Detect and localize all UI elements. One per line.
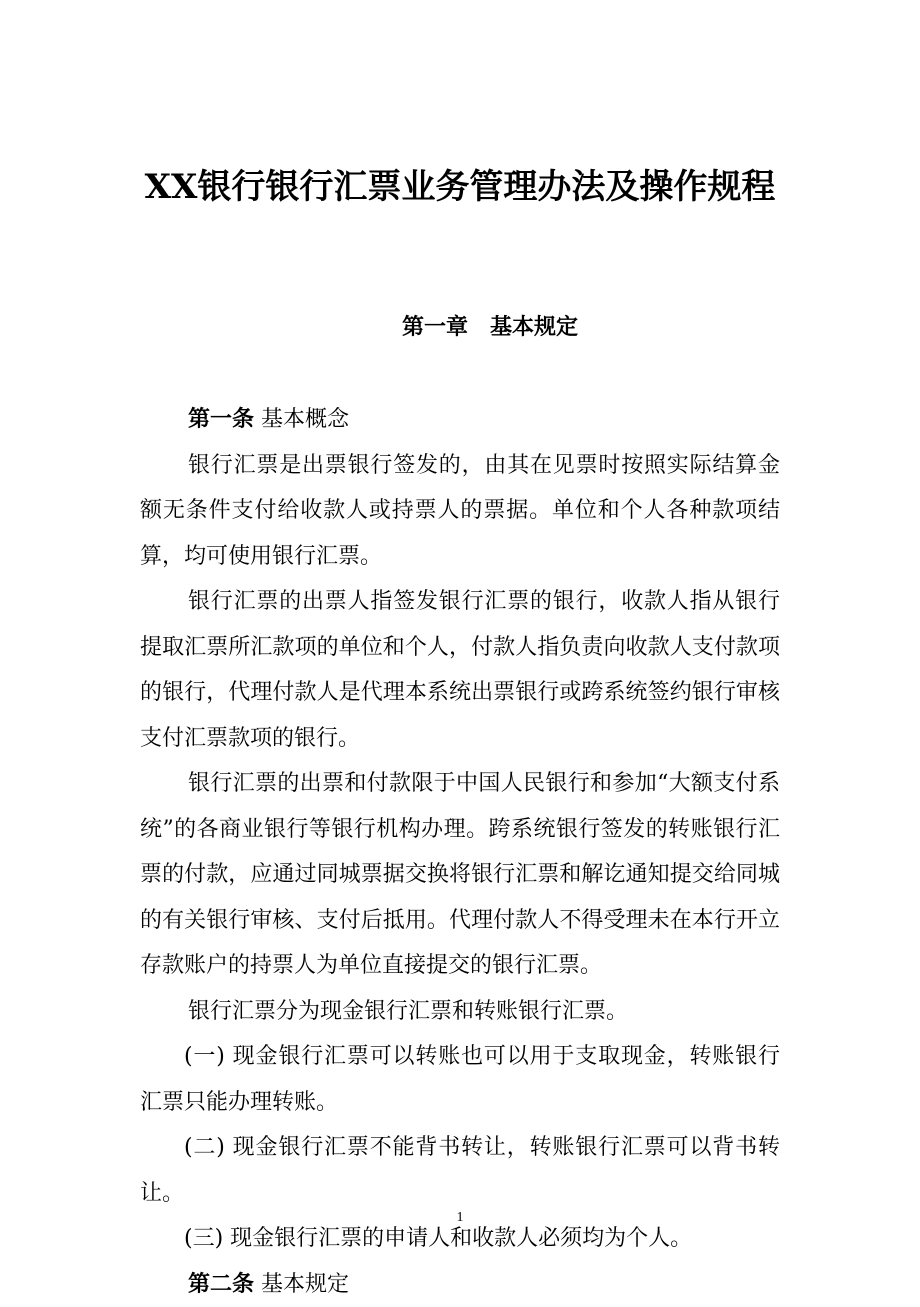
article-1-label: 第一条: [188, 407, 254, 432]
chapter-title: 第一章 基本规定: [140, 308, 780, 348]
paragraph-types: 银行汇票分为现金银行汇票和转账银行汇票。: [140, 989, 780, 1035]
paragraph-definition: 银行汇票是出票银行签发的，由其在见票时按照实际结算金额无条件支付给收款人或持票人的票据。单位和个人各种款项结算，均可使用银行汇票。: [140, 443, 780, 580]
article-2-label: 第二条: [188, 1272, 254, 1297]
document-title: XX银行银行汇票业务管理办法及操作规程: [140, 160, 780, 214]
paragraph-parties: 银行汇票的出票人指签发银行汇票的银行，收款人指从银行提取汇票所汇款项的单位和个人，付款人指负责向收款人支付款项的银行，代理付款人是代理本系统出票银行或跨系统签约银行审核支付汇票款项的银行。: [140, 579, 780, 761]
list-item-3: (三) 现金银行汇票的申请人和收款人必须均为个人。: [140, 1216, 780, 1262]
article-1-heading: [140, 397, 780, 443]
article-2-title: 基本规定: [254, 1272, 349, 1297]
list-item-2: (二) 现金银行汇票不能背书转让，转账银行汇票可以背书转让。: [140, 1125, 780, 1216]
article-2-heading: [140, 1262, 780, 1307]
page-number: 1: [0, 1208, 920, 1228]
article-1-title: 基本概念: [254, 407, 349, 432]
document-body: [140, 397, 780, 1307]
list-item-1: (一) 现金银行汇票可以转账也可以用于支取现金，转账银行汇票只能办理转账。: [140, 1034, 780, 1125]
paragraph-scope: 银行汇票的出票和付款限于中国人民银行和参加“大额支付系统”的各商业银行等银行机构办理。跨系统银行签发的转账银行汇票的付款，应通过同城票据交换将银行汇票和解讫通知提交给同城的有关银行审核、支付后抵用。代理付款人不得受理未在本行开立存款账户的持票人为单位直接提交的银行汇票。: [140, 761, 780, 989]
